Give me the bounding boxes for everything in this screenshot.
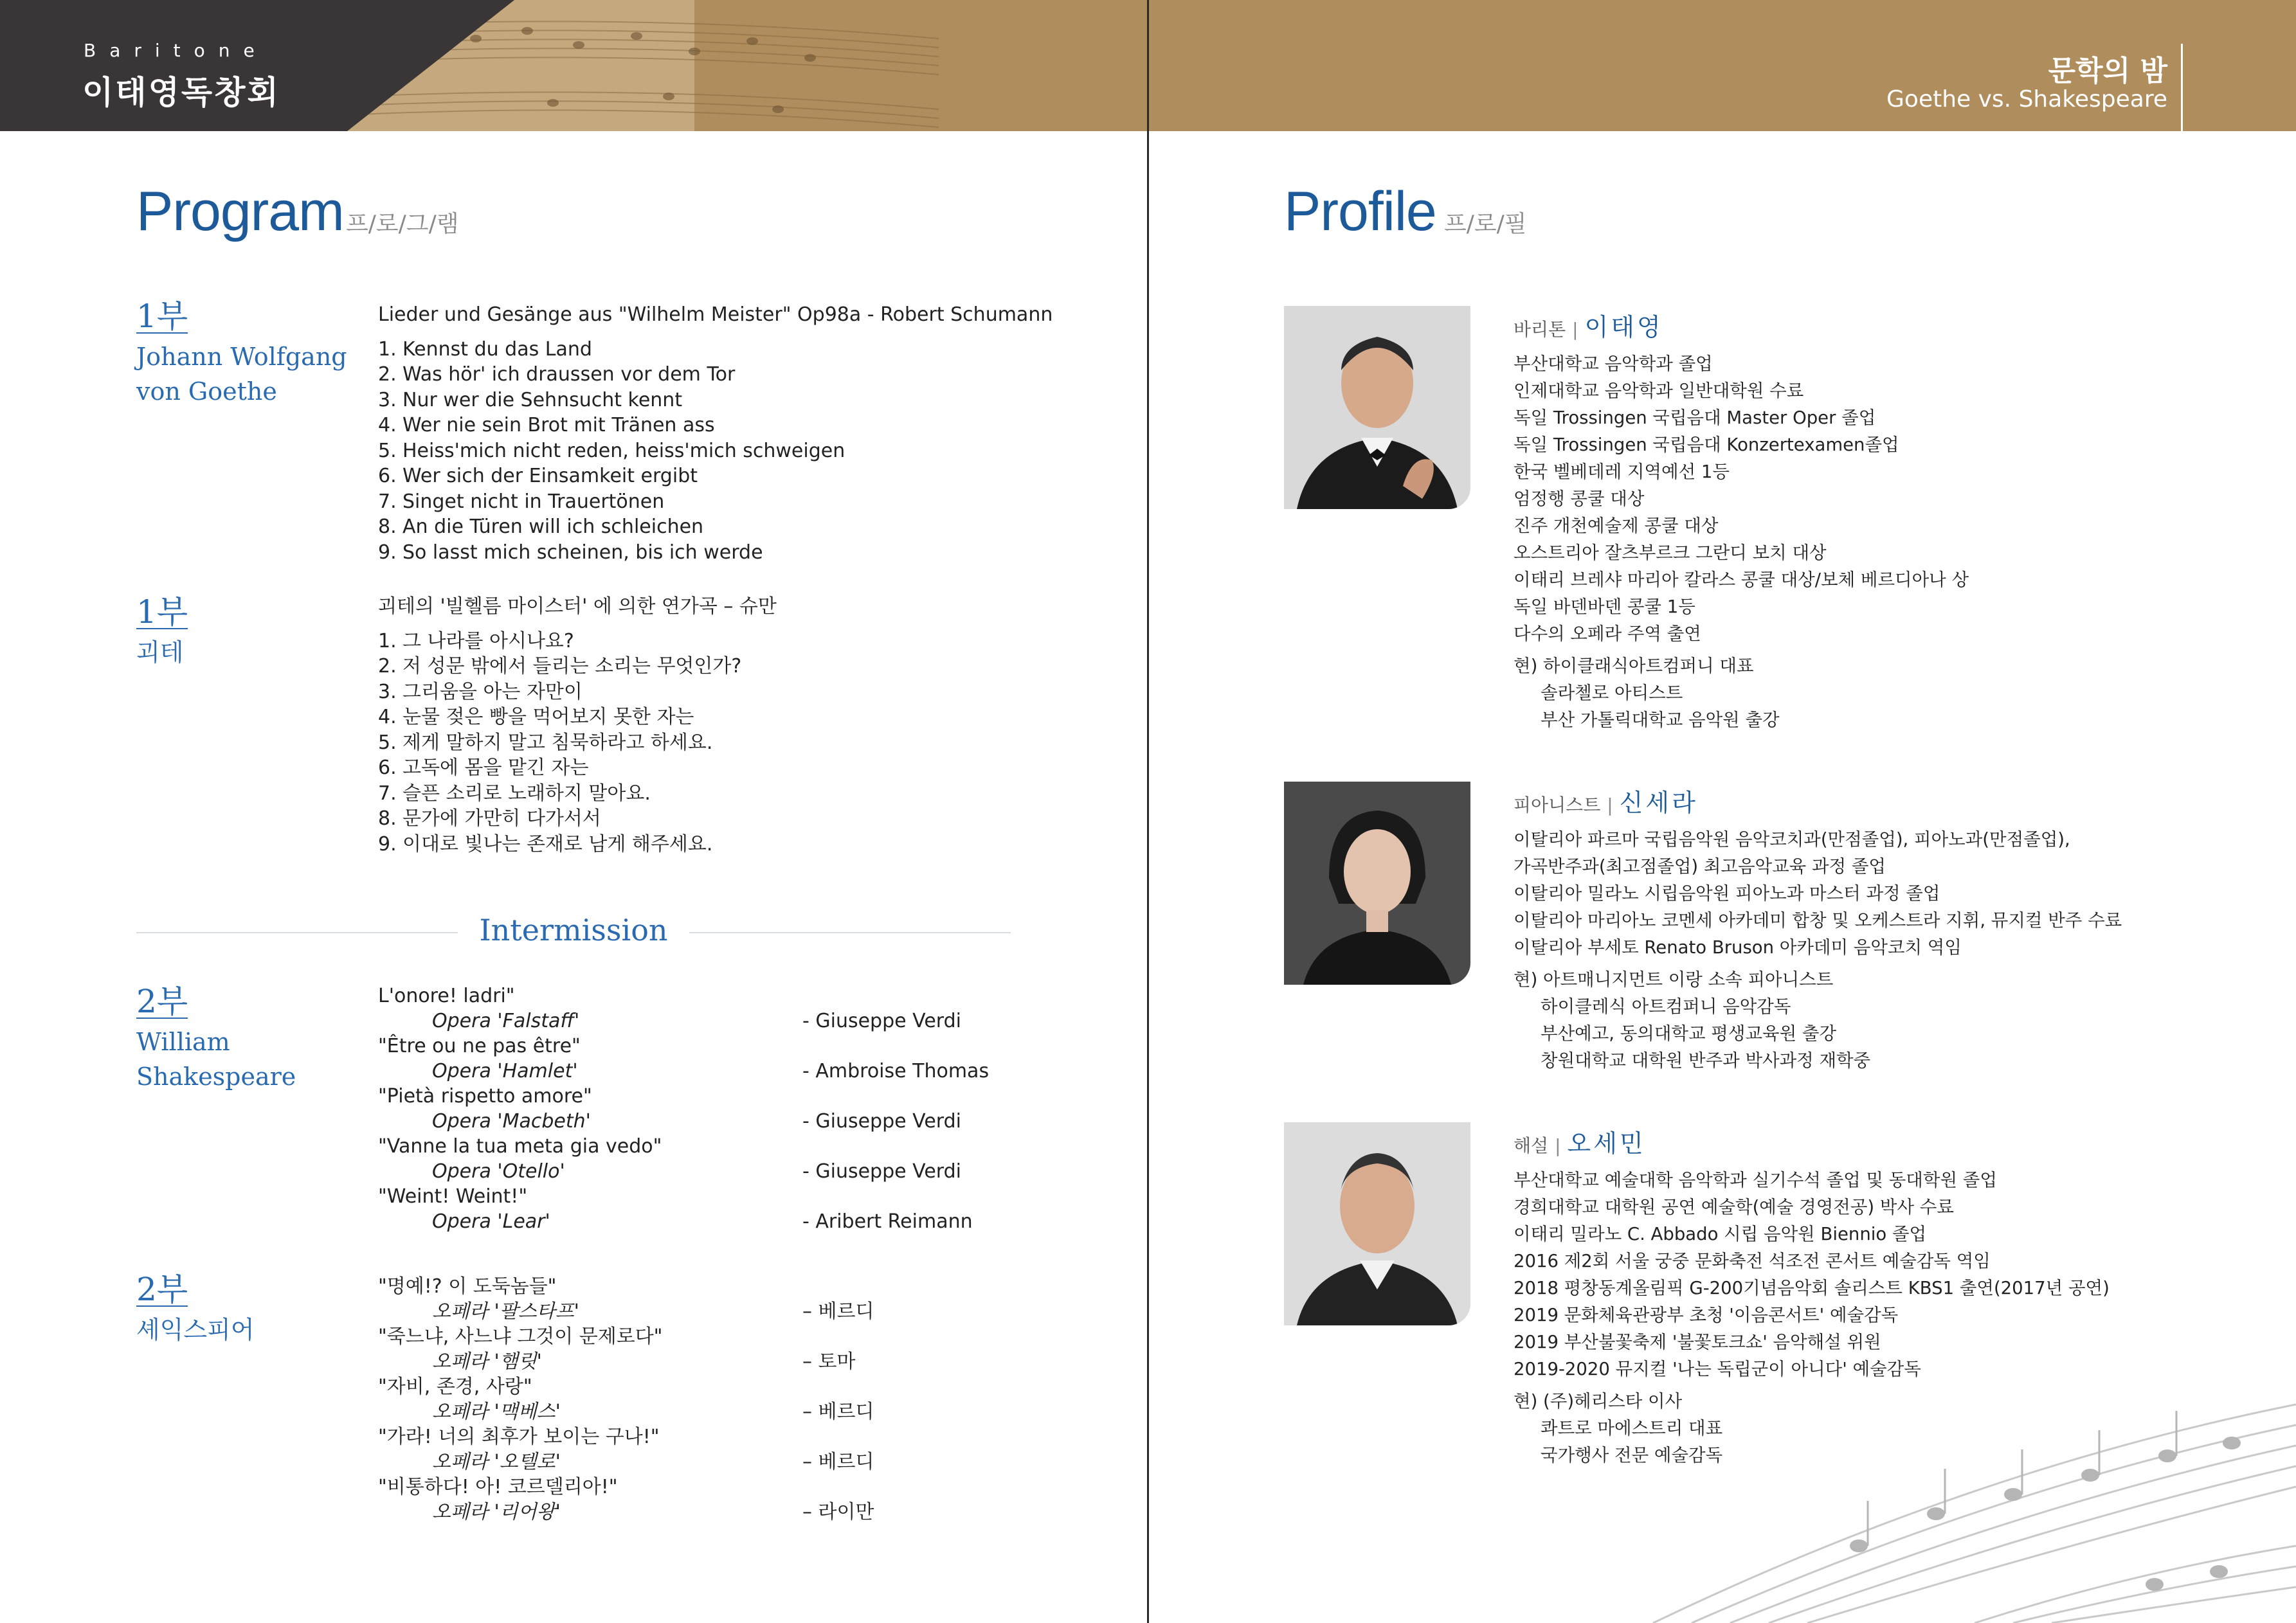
poet-line: 괴테: [136, 638, 184, 667]
aria-item: "비통하다! 아! 코르델리아!" 오페라 '리어왕' – 라이만: [378, 1476, 874, 1523]
bio-current-line: 현) 아트매니지먼트 이랑 소속 피아니스트: [1514, 969, 1834, 990]
bio-line: 이탈리아 부세토 Renato Bruson 아카데미 음악코치 역임: [1514, 937, 1962, 958]
bio-role: 바리톤: [1514, 319, 1566, 340]
bio-name: 이태영: [1584, 313, 1663, 341]
song-item: 1. 그 나라를 아시나요?: [378, 629, 574, 652]
part-number: 1부: [136, 593, 188, 631]
bio-line: 2019-2020 뮤지컬 '나는 독립군이 아니다' 예술감독: [1514, 1359, 1921, 1379]
part2-en-arias: [378, 983, 1021, 1234]
bio-name: 신세라: [1619, 789, 1698, 817]
baritone-bio: [1514, 307, 1969, 733]
bio-line: 오스트리아 잘츠부르크 그란디 보치 대상: [1514, 542, 1827, 563]
narrator-photo: [1284, 1122, 1470, 1325]
part-number: 1부: [136, 298, 188, 335]
bio-line: 독일 바덴바덴 콩쿨 1등: [1514, 596, 1695, 617]
profile-subtitle: 프/로/필: [1444, 211, 1527, 237]
pianist-bio: [1514, 783, 2122, 1074]
song-item: 3. Nur wer die Sehnsucht kennt: [378, 388, 683, 411]
part-number: 2부: [136, 983, 188, 1020]
intermission-label: Intermission: [479, 913, 668, 947]
bio-line: 진주 개천예술제 콩쿨 대상: [1514, 516, 1719, 536]
bio-line: 경희대학교 대학원 공연 예술학(예술 경영전공) 박사 수료: [1514, 1197, 1954, 1217]
bio-heading: 바리톤 | 이태영: [1514, 313, 1663, 341]
bio-line: 2018 평창동계올림픽 G-200기념음악회 솔리스트 KBS1 출연(2017년 공연): [1514, 1278, 2110, 1298]
poet-line: William: [136, 1028, 230, 1056]
song-item: 4. 눈물 젖은 빵을 먹어보지 못한 자는: [378, 706, 694, 728]
bio-line: 2019 부산불꽃축제 '불꽃토크쇼' 음악해설 위원: [1514, 1332, 1881, 1352]
song-item: 7. 슬픈 소리로 노래하지 말아요.: [378, 782, 651, 805]
aria-item: "Vanne la tua meta gia vedo" Opera 'Otello' - Giuseppe Verdi: [378, 1135, 961, 1183]
bio-current-line: 국가행사 전문 예술감독: [1541, 1445, 1723, 1466]
bio-line: 가곡반주과(최고점졸업) 최고음악교육 과정 졸업: [1514, 856, 1886, 877]
song-item: 8. 문가에 가만히 다가서서: [378, 807, 601, 830]
poet-line: Shakespeare: [136, 1063, 296, 1091]
song-item: 6. Wer sich der Einsamkeit ergibt: [378, 465, 698, 487]
song-item: 7. Singet nicht in Trauertönen: [378, 490, 665, 513]
part2-en-label: [136, 982, 296, 1094]
bio-list: [1514, 826, 2122, 1074]
narrator-bio: [1514, 1124, 2110, 1469]
aria-item: "자비, 존경, 사랑" 오페라 '맥베스' – 베르디: [378, 1376, 874, 1423]
bio-line: 부산대학교 예술대학 음악학과 실기수석 졸업 및 동대학원 졸업: [1514, 1170, 1997, 1190]
song-item: 3. 그리움을 아는 자만이: [378, 680, 583, 703]
part-number: 2부: [136, 1271, 188, 1308]
bio-line: 독일 Trossingen 국립음대 Konzertexamen졸업: [1514, 435, 1899, 455]
bio-current-line: 부산 가톨릭대학교 음악원 출강: [1541, 710, 1780, 730]
bio-line: 이태리 브레샤 마리아 칼라스 콩쿨 대상/보체 베르디아나 상: [1514, 569, 1969, 590]
concert-title: 문학의 밤: [2048, 55, 2167, 87]
bio-heading: 해설 | 오세민: [1514, 1129, 1646, 1158]
bio-line: 독일 Trossingen 국립음대 Master Oper 졸업: [1514, 408, 1876, 428]
bio-role: 해설: [1514, 1135, 1549, 1156]
top-banner-left: [0, 0, 1148, 131]
part1-de-label: [136, 297, 347, 409]
top-banner-right: [1148, 0, 2296, 131]
bio-line: 한국 벨베데레 지역예선 1등: [1514, 462, 1730, 482]
song-item: 5. 제게 말하지 말고 침묵하라고 하세요.: [378, 731, 713, 754]
bio-role: 피아니스트: [1514, 794, 1601, 816]
poet-line: Johann Wolfgang: [136, 343, 347, 371]
part-poet: [136, 1313, 255, 1347]
aria-item: L'onore! ladri" Opera 'Falstaff' - Giuseppe Verdi: [378, 985, 961, 1032]
pianist-photo: [1284, 782, 1470, 985]
part-poet: [136, 1025, 296, 1094]
bio-current-line: 솔라첼로 아티스트: [1541, 683, 1683, 703]
bio-line: 부산대학교 음악학과 졸업: [1514, 354, 1713, 374]
song-item: 9. So lasst mich scheinen, bis ich werde: [378, 541, 763, 564]
song-cycle-title: Lieder und Gesänge aus "Wilhelm Meister" Op98a - Robert Schumann: [378, 303, 1053, 326]
bio-current-line: 콰트로 마에스트리 대표: [1541, 1418, 1723, 1439]
aria-item: "명예!? 이 도둑놈들" 오페라 '팔스타프' – 베르디: [378, 1275, 874, 1323]
song-cycle-title: 괴테의 '빌헬름 마이스터' 에 의한 연가곡 – 슈만: [378, 595, 777, 618]
part2-ko-arias: [378, 1274, 1021, 1525]
bio-line: 엄정행 콩쿨 대상: [1514, 489, 1645, 509]
song-item: 8. An die Türen will ich schleichen: [378, 516, 704, 538]
bio-line: 2016 제2회 서울 궁중 문화축전 석조전 콘서트 예술감독 역임: [1514, 1251, 1991, 1271]
bio-current-line: 하이클레식 아트컴퍼니 음악감독: [1541, 996, 1791, 1017]
part-poet: [136, 339, 347, 409]
bio-current-line: 현) 하이클래식아트컴퍼니 대표: [1514, 656, 1754, 676]
bio-line: 이탈리아 파르마 국립음악원 음악코치과(만점졸업), 피아노과(만점졸업),: [1514, 829, 2070, 850]
portrait-image: [1284, 1122, 1470, 1325]
aria-item: "Weint! Weint!" Opera 'Lear' - Aribert Reimann: [378, 1185, 973, 1233]
poet-line: 셰익스피어: [136, 1316, 255, 1344]
bio-line: 이탈리아 밀라노 시립음악원 피아노과 마스터 과정 졸업: [1514, 883, 1940, 904]
bio-list: [1514, 1167, 2110, 1469]
intermission-divider: [136, 906, 1011, 958]
part1-de-songs: [378, 302, 1053, 565]
bio-current-line: 창원대학교 대학원 반주과 박사과정 재학중: [1541, 1050, 1871, 1071]
concert-subtitle: Goethe vs. Shakespeare: [1886, 86, 2167, 112]
bio-line: 이태리 밀라노 C. Abbado 시립 음악원 Biennio 졸업: [1514, 1224, 1927, 1244]
bio-current-line: 부산예고, 동의대학교 평생교육원 출강: [1541, 1023, 1837, 1044]
program-title: Program: [136, 181, 344, 242]
song-item: 5. Heiss'mich nicht reden, heiss'mich schweigen: [378, 439, 845, 462]
bio-line: 이탈리아 마리아노 코멘세 아카데미 합창 및 오케스트라 지휘, 뮤지컬 반주 수료: [1514, 910, 2122, 931]
bio-line: 인제대학교 음악학과 일반대학원 수료: [1514, 381, 1804, 401]
song-item: 6. 고독에 몸을 맡긴 자는: [378, 757, 589, 779]
bio-line: 2019 문화체육관광부 초청 '이음콘서트' 예술감독: [1514, 1305, 1899, 1325]
bio-name: 오세민: [1567, 1129, 1646, 1158]
part1-ko-songs: [378, 594, 777, 857]
recital-title: 이태영독창회: [82, 74, 280, 111]
aria-item: "Être ou ne pas être" Opera 'Hamlet' - Ambroise Thomas: [378, 1035, 990, 1082]
song-item: 1. Kennst du das Land: [378, 337, 592, 361]
profile-title: Profile: [1284, 181, 1436, 242]
bio-heading: 피아니스트 | 신세라: [1514, 789, 1698, 817]
title-rule: [2181, 44, 2183, 131]
profile-page: [1148, 0, 2296, 1623]
song-item: 2. 저 성문 밖에서 들리는 소리는 무엇인가?: [378, 655, 742, 677]
bio-current-line: 현) (주)헤리스타 이사: [1514, 1391, 1683, 1412]
aria-item: "Pietà rispetto amore" Opera 'Macbeth' - Giuseppe Verdi: [378, 1085, 961, 1133]
aria-item: "죽느냐, 사느냐 그것이 문제로다" 오페라 '햄릿' – 토마: [378, 1325, 856, 1373]
page-spine: [1147, 0, 1149, 1623]
song-item: 9. 이대로 빛나는 존재로 남게 해주세요.: [378, 832, 713, 856]
portrait-image: [1284, 782, 1470, 985]
program-subtitle: 프/로/그/램: [346, 211, 459, 237]
bio-list: [1514, 350, 1969, 733]
part-poet: [136, 635, 188, 670]
poet-line: von Goethe: [136, 377, 277, 406]
song-item: 2. Was hör' ich draussen vor dem Tor: [378, 363, 736, 386]
part2-ko-label: [136, 1270, 255, 1347]
song-item: 4. Wer nie sein Brot mit Tränen ass: [378, 414, 715, 436]
aria-item: "가라! 너의 최후가 보이는 구나!" 오페라 '오텔로' – 베르디: [378, 1426, 874, 1473]
baritone-photo: [1284, 306, 1470, 509]
recital-voice-label: Baritone: [84, 40, 268, 61]
bio-line: 다수의 오페라 주역 출연: [1514, 623, 1701, 644]
part1-ko-label: [136, 593, 188, 670]
portrait-image: [1284, 306, 1470, 509]
